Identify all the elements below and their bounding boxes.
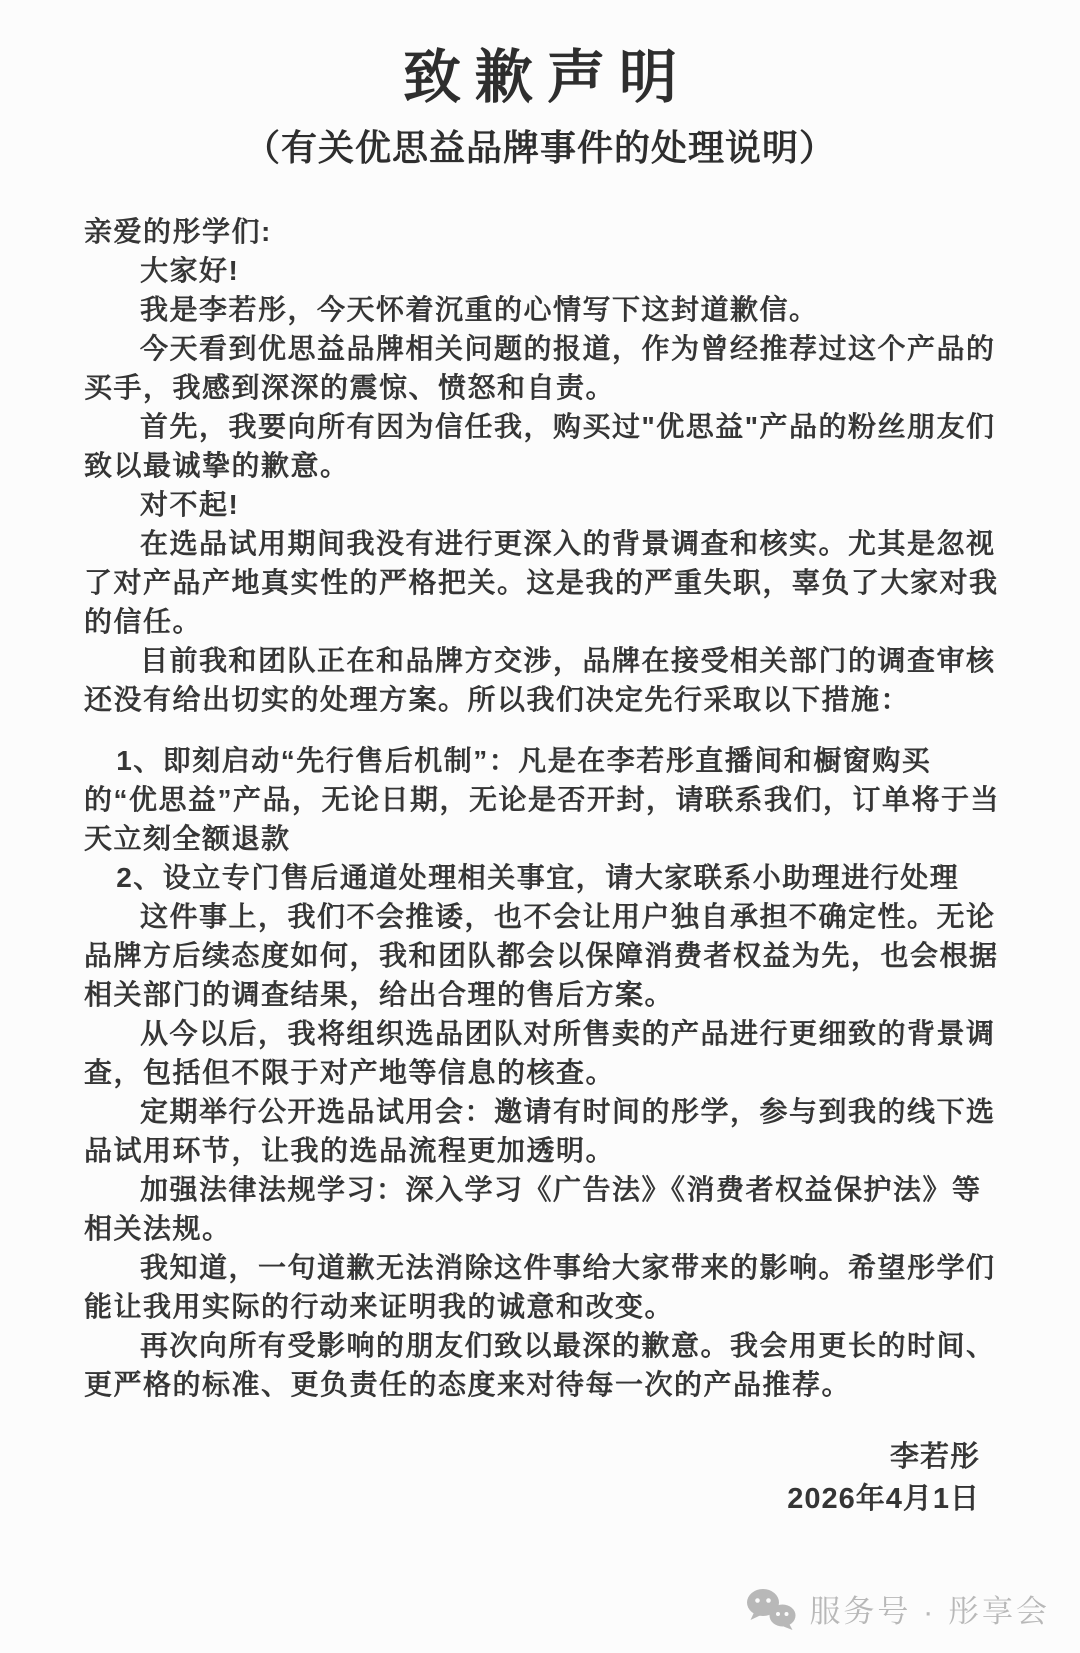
paragraph: 我是李若彤，今天怀着沉重的心情写下这封道歉信。 (140, 294, 819, 325)
paragraph: 加强法律法规学习：深入学习《广告法》《消费者权益保护法》等相关法规。 (84, 1174, 982, 1244)
wechat-icon (745, 1587, 797, 1631)
paragraph: 对不起! (140, 489, 240, 520)
paragraph: 定期举行公开选品试用会：邀请有时间的彤学，参与到我的线下选品试用环节，让我的选品流程更加透明。 (84, 1096, 996, 1166)
wechat-watermark (745, 1586, 1050, 1631)
measure-item-1: 1、即刻启动“先行售后机制”：凡是在李若彤直播间和橱窗购买的“优思益”产品，无论日期，无论是否开封，请联系我们，订单将于当天立刻全额退款 (84, 745, 1001, 854)
paragraph: 目前我和团队正在和品牌方交涉，品牌在接受相关部门的调查审核还没有给出切实的处理方案。所以我们决定先行采取以下措施： (84, 645, 996, 715)
paragraph: 大家好! (140, 255, 240, 286)
signature-date: 2026年4月1日 (787, 1483, 980, 1515)
signature-name: 李若彤 (889, 1441, 980, 1473)
paragraph: 这件事上，我们不会推诿，也不会让用户独自承担不确定性。无论品牌方后续态度如何，我和团队都会以保障消费者权益为先，也会根据相关部门的调查结果，给出合理的售后方案。 (84, 901, 999, 1010)
page-subtitle: （有关优思益品牌事件的处理说明） (243, 128, 836, 168)
paragraph: 从今以后，我将组织选品团队对所售卖的产品进行更细致的背景调查，包括但不限于对产地等信息的核查。 (84, 1018, 996, 1088)
paragraph: 再次向所有受影响的朋友们致以最深的歉意。我会用更长的时间、更严格的标准、更负责任的态度来对待每一次的产品推荐。 (84, 1330, 996, 1400)
paragraph: 我知道，一句道歉无法消除这件事给大家带来的影响。希望彤学们能让我用实际的行动来证明我的诚意和改变。 (84, 1252, 996, 1322)
letter-body (0, 212, 1080, 1404)
signature-block (0, 1436, 1080, 1520)
watermark-label: 服务号 · 彤享会 (809, 1594, 1050, 1629)
page-title: 致歉声明 (402, 45, 691, 110)
paragraph: 首先，我要向所有因为信任我，购买过"优思益"产品的粉丝朋友们致以最诚挚的歉意。 (84, 411, 996, 481)
salutation: 亲爱的彤学们: (84, 216, 272, 247)
measures-list (84, 741, 1000, 897)
measure-item-2: 2、设立专门售后通道处理相关事宜，请大家联系小助理进行处理 (116, 862, 960, 893)
paragraph: 在选品试用期间我没有进行更深入的背景调查和核实。尤其是忽视了对产品产地真实性的严格把关。这是我的严重失职，辜负了大家对我的信任。 (84, 528, 999, 637)
paragraph: 今天看到优思益品牌相关问题的报道，作为曾经推荐过这个产品的买手，我感到深深的震惊、愤怒和自责。 (84, 333, 996, 403)
